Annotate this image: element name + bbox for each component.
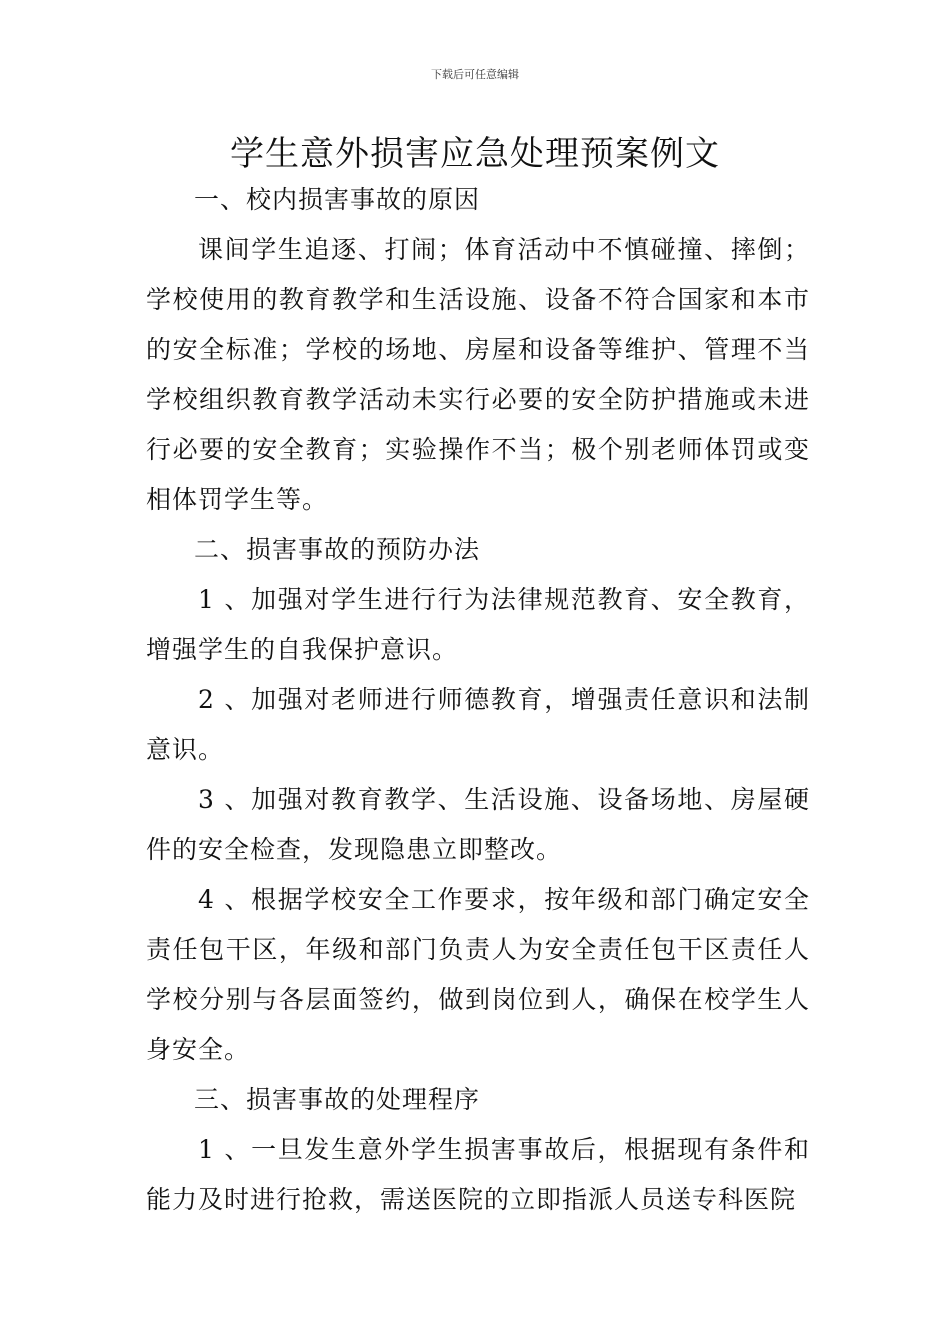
paragraph-prevention-1: 1 、加强对学生进行行为法律规范教育、安全教育，增强学生的自我保护意识。 <box>146 585 810 664</box>
section-heading-1: 一、校内损害事故的原因 <box>194 185 481 214</box>
paragraph-prevention-2: 2 、加强对老师进行师德教育，增强责任意识和法制意识。 <box>146 685 810 764</box>
section-heading-2: 二、损害事故的预防办法 <box>194 535 481 564</box>
paragraph-causes: 课间学生追逐、打闹；体育活动中不慎碰撞、摔倒；学校使用的教育教学和生活设施、设备不符合国家和本市的安全标准；学校的场地、房屋和设备等维护、管理不当学校组织教育教学活动未实行必要的安全防护措施或未进行必要的安全教育；实验操作不当；极个别老师体罚或变相体罚学生等。 <box>146 235 810 514</box>
paragraph-prevention-4: 4 、根据学校安全工作要求，按年级和部门确定安全责任包干区，年级和部门负责人为安全责任包干区责任人学校分别与各层面签约，做到岗位到人，确保在校学生人身安全。 <box>146 885 810 1064</box>
paragraph-prevention-3: 3 、加强对教育教学、生活设施、设备场地、房屋硬件的安全检查，发现隐患立即整改。 <box>146 785 810 864</box>
header-note: 下载后可任意编辑 <box>431 68 519 81</box>
document-title: 学生意外损害应急处理预案例文 <box>230 134 720 174</box>
paragraph-procedure-1: 1 、一旦发生意外学生损害事故后，根据现有条件和能力及时进行抢救，需送医院的立即指派人员送专科医院 <box>146 1135 810 1214</box>
section-heading-3: 三、损害事故的处理程序 <box>194 1085 481 1114</box>
document-body <box>146 175 810 1225</box>
